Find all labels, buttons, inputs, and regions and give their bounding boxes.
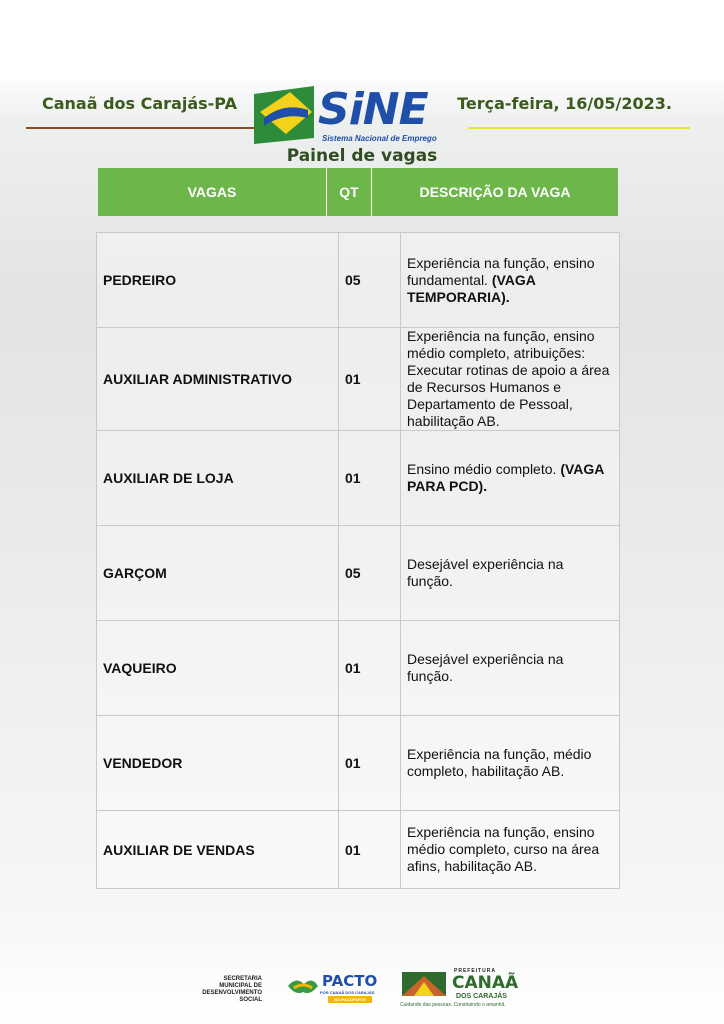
- table-row: [97, 716, 620, 811]
- prefeitura-label: PREFEITURA: [454, 968, 496, 974]
- job-description: [401, 233, 620, 328]
- prefeitura-logo: [400, 968, 520, 1012]
- job-quantity: 01: [339, 431, 401, 526]
- header-rule-left: [26, 127, 258, 129]
- job-quantity: 05: [339, 233, 401, 328]
- job-description: [401, 621, 620, 716]
- pacto-wordmark: PACTO: [322, 972, 378, 990]
- job-description-text: Ensino médio completo.: [407, 461, 557, 477]
- table-row: [97, 526, 620, 621]
- table-row: [97, 328, 620, 431]
- header-rule-right: [468, 127, 690, 129]
- secretaria-logo: [196, 976, 262, 1004]
- sine-flag-icon: [250, 84, 320, 146]
- job-description: [401, 526, 620, 621]
- job-description: [401, 811, 620, 889]
- prefeitura-emblem-icon: [400, 968, 448, 1000]
- job-description-text: Experiência na função, ensino médio completo, curso na área afins, habilitação AB.: [407, 824, 600, 874]
- header-qt: QT: [327, 168, 372, 216]
- handshake-icon: [286, 972, 320, 1002]
- job-description: [401, 431, 620, 526]
- table-row: [97, 811, 620, 889]
- job-description-text: Experiência na função, médio completo, habilitação AB.: [407, 746, 592, 779]
- job-description-note: (VAGA PARA PCD).: [407, 461, 604, 494]
- job-quantity: 05: [339, 526, 401, 621]
- sine-logo: [250, 84, 470, 146]
- jobs-table: [96, 232, 620, 889]
- page-title: Painel de vagas: [286, 146, 438, 166]
- job-quantity: 01: [339, 621, 401, 716]
- header-descricao: DESCRIÇÃO DA VAGA: [419, 184, 571, 200]
- pacto-subtitle: POR CANAÃ DOS CARAJÁS: [320, 990, 375, 995]
- job-quantity: 01: [339, 716, 401, 811]
- job-title: PEDREIRO: [97, 233, 339, 328]
- job-title: VENDEDOR: [97, 716, 339, 811]
- secretaria-line: DESENVOLVIMENTO: [202, 990, 262, 996]
- secretaria-line: SOCIAL: [239, 997, 262, 1003]
- footer-logos: [0, 966, 724, 1016]
- job-quantity: 01: [339, 328, 401, 431]
- secretaria-line: MUNICIPAL DE: [219, 983, 262, 989]
- date-label: Terça-feira, 16/05/2023.: [457, 94, 672, 113]
- sine-subtitle: Sistema Nacional de Emprego: [322, 134, 437, 143]
- job-quantity: 01: [339, 811, 401, 889]
- pacto-hashtag: #EUFAÇOPARTE: [328, 996, 372, 1003]
- job-description-text: Desejável experiência na função.: [407, 556, 564, 589]
- header-vagas: VAGAS: [98, 168, 327, 216]
- job-description-text: Desejável experiência na função.: [407, 651, 564, 684]
- prefeitura-city: CANAÃ: [452, 973, 519, 993]
- table-header: [98, 168, 618, 216]
- pacto-logo: [286, 972, 376, 1008]
- secretaria-line: SECRETARIA: [223, 976, 262, 982]
- job-title: AUXILIAR DE VENDAS: [97, 811, 339, 889]
- sine-wordmark: SiNE: [318, 84, 428, 135]
- job-title: VAQUEIRO: [97, 621, 339, 716]
- job-description-note: (VAGA TEMPORARIA).: [407, 271, 536, 305]
- job-description-text: Experiência na função, ensino fundamental.: [407, 254, 595, 288]
- job-description: [401, 716, 620, 811]
- table-row: [97, 233, 620, 328]
- table-row: [97, 621, 620, 716]
- table-row: [97, 431, 620, 526]
- city-label: Canaã dos Carajás-PA: [42, 94, 237, 113]
- top-background: [0, 0, 724, 80]
- job-title: AUXILIAR DE LOJA: [97, 431, 339, 526]
- prefeitura-tagline: Cuidando das pessoas. Construindo o amanhã.: [400, 1002, 506, 1008]
- prefeitura-city-sub: DOS CARAJÁS: [456, 993, 507, 1000]
- job-description-text: Experiência na função, ensino médio completo, atribuições: Executar rotinas de apoio a área de Recursos Humanos e Departamento de Pessoal, habilitação AB.: [407, 328, 610, 429]
- job-title: AUXILIAR ADMINISTRATIVO: [97, 328, 339, 431]
- job-title: GARÇOM: [97, 526, 339, 621]
- job-description: [401, 328, 620, 431]
